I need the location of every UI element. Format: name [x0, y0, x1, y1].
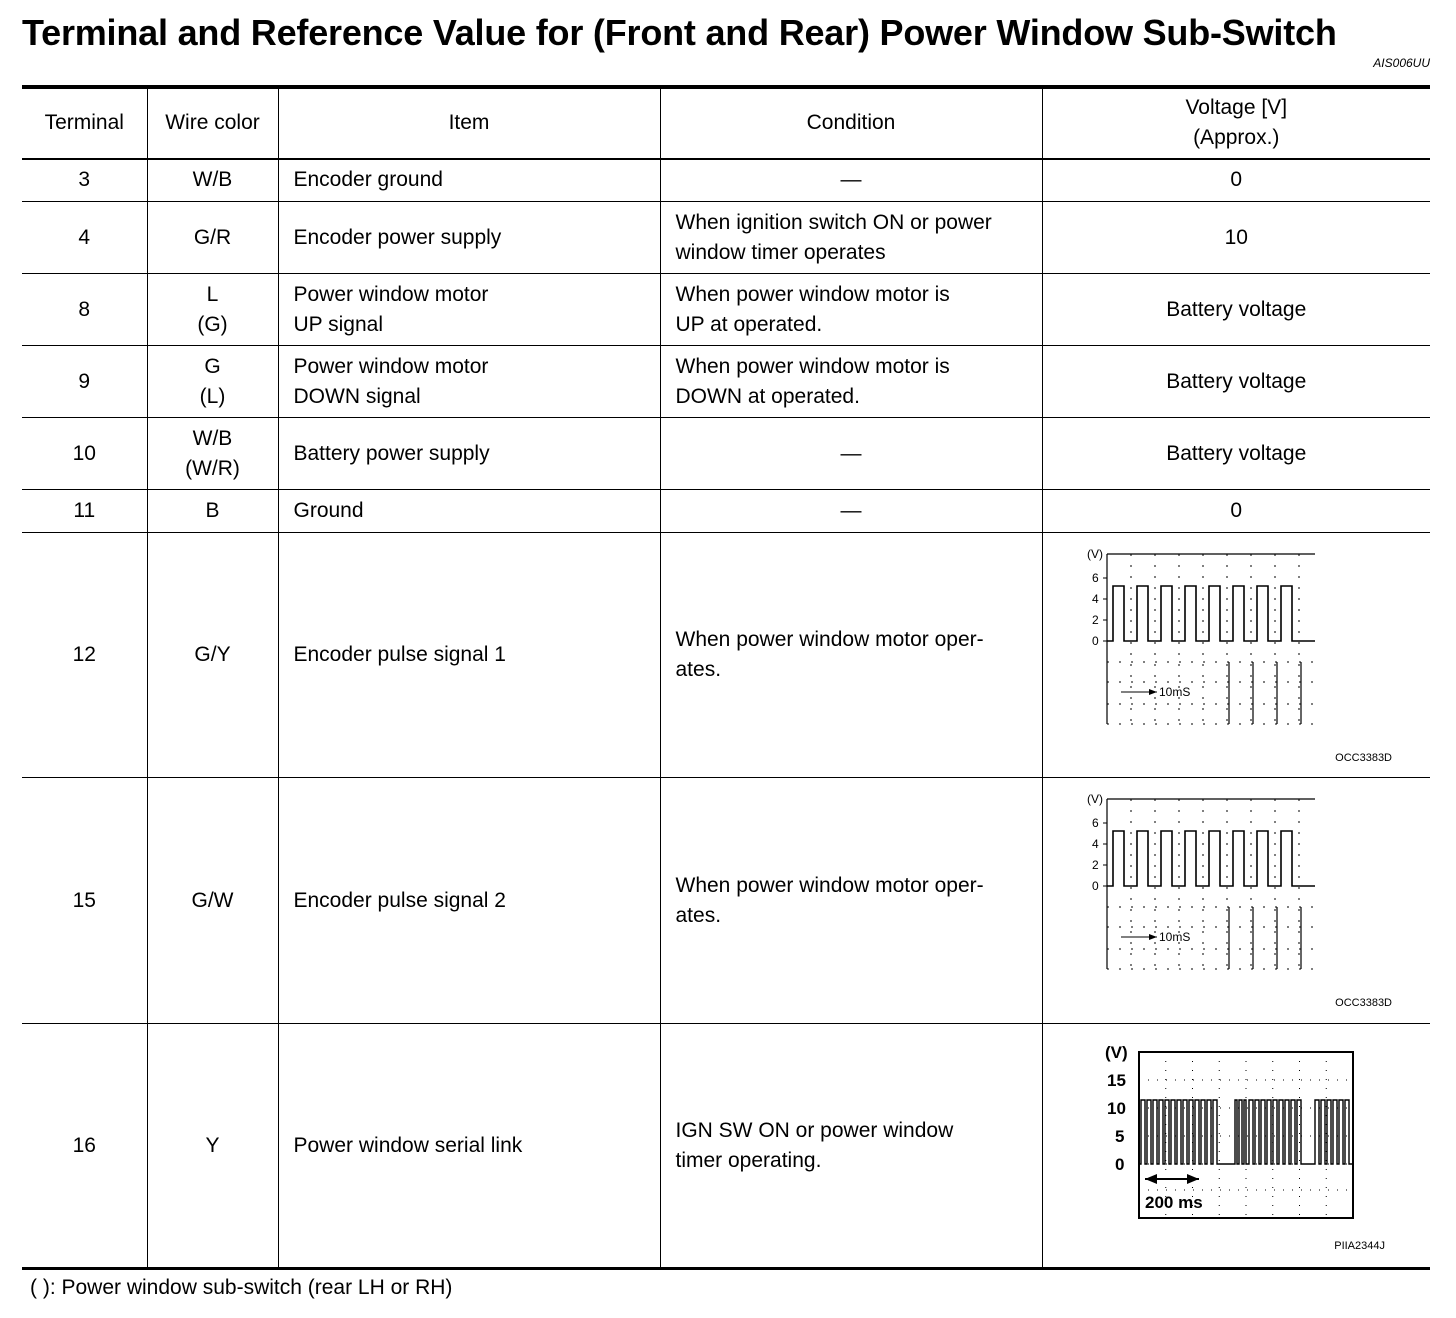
wire-color-cell [147, 418, 278, 490]
terminal-cell: 15 [22, 778, 147, 1024]
figure-id: PIIA2344J [1334, 1240, 1385, 1252]
y-tick-label: 0 [1114, 1155, 1124, 1174]
reference-code: AIS006UU [1373, 56, 1430, 70]
header-voltage [1042, 89, 1430, 159]
y-tick-label: 5 [1114, 1127, 1124, 1146]
table-row [22, 202, 1430, 274]
condition-text: When power window motor oper- [675, 873, 984, 897]
header-condition: Condition [660, 89, 1042, 159]
condition-text: When power window motor is [675, 354, 950, 378]
terminal-cell: 16 [22, 1024, 147, 1269]
wire-color-cell [147, 159, 278, 202]
voltage-cell-waveform [1042, 533, 1430, 778]
pulse-trace [1107, 831, 1315, 886]
y-tick-label: 10 [1106, 1099, 1126, 1118]
y-tick-label: 15 [1106, 1071, 1126, 1090]
voltage-cell: Battery voltage [1042, 418, 1430, 490]
header-row [22, 89, 1430, 159]
wire-color: G/W [191, 888, 234, 912]
item-text: Encoder power supply [293, 225, 502, 249]
wire-color: G/R [193, 225, 232, 249]
wire-color-cell [147, 1024, 278, 1269]
item-text: DOWN signal [293, 384, 421, 408]
condition-text: timer operating. [675, 1148, 822, 1172]
item-cell [278, 778, 660, 1024]
wire-color-rear: (W/R) [185, 456, 240, 480]
voltage-cell: 0 [1042, 159, 1430, 202]
header-wire-color: Wire color [147, 89, 278, 159]
wire-color-cell [147, 202, 278, 274]
condition-text: — [840, 441, 862, 465]
time-marker-arrow [1149, 689, 1157, 695]
condition-cell [660, 1024, 1042, 1269]
item-cell [278, 1024, 660, 1269]
wire-color: W/B [192, 426, 233, 450]
condition-text: UP at operated. [675, 312, 823, 336]
wire-color-cell [147, 778, 278, 1024]
wire-color: L [206, 282, 219, 306]
condition-text: ates. [675, 903, 722, 927]
terminal-cell: 8 [22, 274, 147, 346]
encoder-waveform-1 [1043, 534, 1431, 777]
item-cell [278, 274, 660, 346]
condition-cell [660, 533, 1042, 778]
voltage-cell: Battery voltage [1042, 274, 1430, 346]
header-item: Item [278, 89, 660, 159]
y-tick-label: 6 [1091, 815, 1099, 830]
wire-color-rear: (G) [197, 312, 228, 336]
item-cell [278, 202, 660, 274]
voltage-cell-waveform [1042, 778, 1430, 1024]
wire-color: G/Y [194, 643, 231, 666]
wire-color: G [204, 354, 221, 378]
terminal-cell: 10 [22, 418, 147, 490]
terminal-cell: 3 [22, 159, 147, 202]
table-row [22, 778, 1430, 1024]
table-row [22, 1024, 1430, 1269]
terminal-cell: 12 [22, 533, 147, 778]
wire-color-rear: (L) [199, 384, 226, 408]
y-tick-label: 2 [1091, 612, 1099, 627]
item-text: Ground [293, 499, 364, 522]
item-cell [278, 159, 660, 202]
wire-color-cell [147, 274, 278, 346]
header-voltage-line1: Voltage [V] [1185, 96, 1288, 120]
condition-cell [660, 778, 1042, 1024]
item-text: Power window serial link [293, 1133, 523, 1157]
condition-cell [660, 159, 1042, 202]
time-marker-arrow-right [1187, 1174, 1199, 1184]
condition-text: — [840, 168, 862, 192]
table-row [22, 490, 1430, 533]
time-scale-label: 10mS [1158, 929, 1190, 944]
item-cell [278, 533, 660, 778]
wire-color: W/B [192, 168, 233, 192]
voltage-cell: Battery voltage [1042, 346, 1430, 418]
condition-cell [660, 418, 1042, 490]
condition-text: IGN SW ON or power window [675, 1118, 954, 1142]
item-text: Power window motor [293, 354, 489, 378]
voltage-cell: 0 [1042, 490, 1430, 533]
voltage-cell-waveform [1042, 1024, 1430, 1269]
unit-label: (V) [1104, 1043, 1128, 1062]
table-row [22, 274, 1430, 346]
item-text: Encoder pulse signal 1 [293, 643, 506, 666]
condition-text: — [840, 499, 862, 522]
voltage-cell: 10 [1042, 202, 1430, 274]
unit-label: (V) [1086, 791, 1103, 806]
item-text: Power window motor [293, 282, 489, 306]
condition-cell [660, 202, 1042, 274]
page-title: Terminal and Reference Value for (Front and Rear) Power Window Sub-Switch [22, 12, 1337, 53]
time-scale-label: 200 ms [1144, 1193, 1203, 1212]
time-scale-label: 10mS [1158, 684, 1190, 699]
wire-color-cell [147, 533, 278, 778]
condition-text: window timer operates [675, 240, 886, 264]
condition-cell [660, 274, 1042, 346]
y-tick-label: 6 [1091, 570, 1099, 585]
condition-text: When ignition switch ON or power [675, 210, 992, 234]
table-row [22, 346, 1430, 418]
terminal-cell: 4 [22, 202, 147, 274]
item-text: Battery power supply [293, 441, 490, 465]
condition-text: When power window motor oper- [675, 628, 984, 651]
wire-color-cell [147, 346, 278, 418]
terminal-reference-table [22, 88, 1430, 1270]
condition-cell [660, 490, 1042, 533]
figure-id: OCC3383D [1335, 751, 1392, 764]
table-row [22, 418, 1430, 490]
time-marker-arrow [1149, 934, 1157, 940]
condition-text: When power window motor is [675, 282, 950, 306]
condition-cell [660, 346, 1042, 418]
table-row [22, 533, 1430, 778]
table-row [22, 159, 1430, 202]
y-tick-label: 4 [1091, 836, 1099, 851]
y-tick-label: 0 [1091, 878, 1099, 893]
item-cell [278, 346, 660, 418]
wire-color: Y [205, 1133, 220, 1157]
figure-id: OCC3383D [1335, 996, 1392, 1009]
serial-trace [1139, 1100, 1353, 1164]
wire-color-cell [147, 490, 278, 533]
terminal-cell: 9 [22, 346, 147, 418]
item-cell [278, 490, 660, 533]
item-text: Encoder pulse signal 2 [293, 888, 506, 912]
item-text: UP signal [293, 312, 383, 336]
serial-link-waveform [1043, 1024, 1431, 1267]
pulse-trace [1107, 586, 1315, 641]
y-tick-label: 4 [1091, 591, 1099, 606]
header-voltage-line2: (Approx.) [1193, 126, 1280, 150]
y-tick-label: 2 [1091, 857, 1099, 872]
condition-text: DOWN at operated. [675, 384, 860, 408]
footnote: ( ): Power window sub-switch (rear LH or RH) [30, 1276, 453, 1299]
item-cell [278, 418, 660, 490]
unit-label: (V) [1086, 546, 1103, 561]
item-text: Encoder ground [293, 168, 443, 192]
header-terminal: Terminal [22, 89, 147, 159]
wire-color: B [205, 499, 220, 522]
terminal-cell: 11 [22, 490, 147, 533]
y-tick-label: 0 [1091, 633, 1099, 648]
time-marker-arrow-left [1145, 1174, 1157, 1184]
encoder-waveform-2 [1043, 779, 1431, 1023]
condition-text: ates. [675, 658, 722, 681]
